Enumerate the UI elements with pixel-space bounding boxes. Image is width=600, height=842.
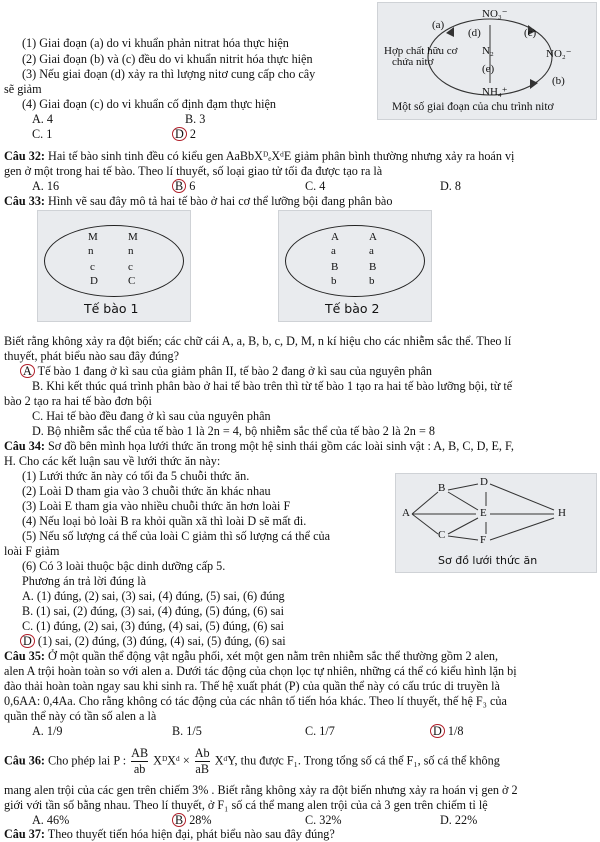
q36-text-1: Cho phép lai P : <box>48 753 127 768</box>
cell-1-figure <box>37 210 191 322</box>
q31-option-a: A. 4 <box>32 112 53 126</box>
cell-2-figure <box>278 210 432 322</box>
organic-compound-label: Hợp chất hữu cơ <box>384 45 458 57</box>
answer-circle: B <box>172 813 186 827</box>
q34-statement-5-cont: loài F giảm <box>4 544 60 558</box>
answer-circle: D <box>430 724 445 738</box>
q34-statement-4: (4) Nếu loại bỏ loài B ra khỏi quần xã thì loài D sẽ mất đi. <box>22 514 307 528</box>
q36-option-b <box>172 813 212 828</box>
q36-fraction-2-den: aB <box>195 762 209 776</box>
q31-statement-2: (2) Giai đoạn (b) và (c) đều do vi khuẩn nitrit hóa thực hiện <box>22 52 313 66</box>
q35-line-3: đào thải hoàn toàn ngay sau khi sinh ra. Thế hệ xuất phát (P) của quần thể này có cấu trúc di truyền là <box>4 679 500 693</box>
q32-option-a: A. 16 <box>32 179 60 193</box>
q33-heading: Câu 33: <box>4 194 45 208</box>
no2-label: NO₂⁻ <box>546 48 572 60</box>
q34-answer-prompt: Phương án trả lời đúng là <box>22 574 147 588</box>
q35-option-c: C. 1/7 <box>305 724 335 738</box>
q33-option-d: D. Bộ nhiễm sắc thể của tế bào 1 là 2n = 4, bộ nhiễm sắc thể của tế bào 2 là 2n = 8 <box>32 424 435 438</box>
nitrogen-cycle-diagram <box>377 2 597 120</box>
food-web-species-c: C <box>438 529 446 541</box>
q31-option-b: B. 3 <box>185 112 206 126</box>
q37-heading: Câu 37: <box>4 827 45 841</box>
cell-2-chromosome-a-lower2: a <box>369 245 374 257</box>
q35-line-2: alen A trội hoàn toàn so với alen a. Dưới tác động của chọn lọc tự nhiên, những cá thể có kiểu hình lặn bị <box>4 664 517 678</box>
cell-1-chromosome-m2: M <box>128 231 138 243</box>
cell-2-chromosome-b-lower: b <box>331 275 337 287</box>
q34-option-d-text: (1) sai, (2) đúng, (3) đúng, (4) sai, (5) đúng, (6) sai <box>37 634 286 648</box>
q33-option-b-2: bào 2 tạo ra hai tế bào đơn bội <box>4 394 152 408</box>
q36-option-d: D. 22% <box>440 813 478 827</box>
food-web-caption: Sơ đồ lưới thức ăn <box>438 554 538 567</box>
answer-circle: D <box>172 127 187 141</box>
q32-option-b <box>172 179 195 194</box>
food-web-species-h: H <box>558 507 566 519</box>
q33-option-a-text: Tế bào 1 đang ở kì sau của giảm phân II, tế bào 2 đang ở kì sau của nguyên phân <box>37 364 432 378</box>
food-web-species-d: D <box>480 476 488 488</box>
q36-fraction-1-den: ab <box>133 762 146 776</box>
q34-heading: Câu 34: <box>4 439 45 453</box>
q31-option-c: C. 1 <box>32 127 53 141</box>
q36-line-3: giới với tần số bằng nhau. Theo lí thuyết, ở F₁ số cá thể mang alen trội của cả 3 gen trên chiếm tỉ lệ <box>4 798 488 812</box>
q37-text: Theo thuyết tiến hóa hiện đại, phát biểu nào sau đây đúng? <box>47 827 335 841</box>
q32-heading: Câu 32: <box>4 149 45 163</box>
q36-cross-x1: XᴰXᵈ × <box>153 753 190 768</box>
nh4-label: NH₄⁺ <box>482 86 508 98</box>
q34-line-2: H. Cho các kết luận sau về lưới thức ăn này: <box>4 454 221 468</box>
cell-1-chromosome-d: D <box>90 275 98 287</box>
q35-text: Ở một quần thể động vật ngẫu phối, xét một gen nằm trên nhiễm sắc thể thường gồm 2 alen, <box>48 649 499 663</box>
answer-circle: D <box>20 634 35 648</box>
stage-d-label: (d) <box>468 27 481 39</box>
cell-2-chromosome-b2: B <box>369 261 377 273</box>
q33-line-1 <box>4 194 392 209</box>
cell-2-chromosome-a2: A <box>369 231 377 243</box>
q35-line-1 <box>4 649 498 664</box>
food-web-species-a: A <box>402 507 410 519</box>
q33-text: Hình vẽ sau đây mô tả hai tế bào ở hai cơ thể lưỡng bội đang phân bào <box>48 194 393 208</box>
cell-1-outline <box>44 225 184 297</box>
q34-line-1 <box>4 439 514 454</box>
q32-option-d: D. 8 <box>440 179 461 193</box>
q34-statement-5: (5) Nếu số lượng cá thể của loài C giảm thì số lượng cá thể của <box>22 529 331 543</box>
q34-statement-2: (2) Loài D tham gia vào 3 chuỗi thức ăn khác nhau <box>22 484 271 498</box>
q35-line-4: 0,6AA: 0,4Aa. Cho rằng không có tác động của các nhân tố tiến hóa khác. Theo lí thuyết, thế hệ F₃ của <box>4 694 507 708</box>
q32-line-2: gen ở một trong hai tế bào. Theo lí thuyết, số loại giao tử tối đa được tạo ra là <box>4 164 383 178</box>
answer-circle: B <box>172 179 186 193</box>
cell-2-caption: Tế bào 2 <box>325 301 380 316</box>
cell-1-chromosome-n: n <box>88 245 94 257</box>
q35-line-5: quần thể này có tần số alen a là <box>4 709 157 723</box>
q36-fraction-2-num: Ab <box>194 746 210 760</box>
q36-text-2: XᵈY, thu được F₁. Trong tổng số cá thể F₁, số cá thể không <box>214 753 500 768</box>
q32-option-c: C. 4 <box>305 179 326 193</box>
q34-option-b: B. (1) sai, (2) đúng, (3) sai, (4) đúng, (5) đúng, (6) sai <box>22 604 284 618</box>
cell-2-chromosome-b-lower2: b <box>369 275 375 287</box>
q36-fraction-1-num: AB <box>131 746 149 760</box>
q35-option-d-value: 1/8 <box>447 724 464 738</box>
q31-statement-1: (1) Giai đoạn (a) do vi khuẩn phản nitrat hóa thực hiện <box>22 36 289 50</box>
q36-option-b-value: 28% <box>189 813 212 827</box>
cell-1-caption: Tế bào 1 <box>84 301 139 316</box>
q34-statement-6: (6) Có 3 loài thuộc bậc dinh dưỡng cấp 5. <box>22 559 226 573</box>
q32-text-2: giảm phân bình thường nhưng xảy ra hoán vị <box>294 149 515 163</box>
food-web-species-f: F <box>480 534 487 546</box>
q35-option-b: B. 1/5 <box>172 724 202 738</box>
stage-c-label: (c) <box>524 27 537 39</box>
food-web-species-b: B <box>438 482 446 494</box>
q33-option-c: C. Hai tế bào đều đang ở kì sau của nguyên phân <box>32 409 271 423</box>
cell-2-chromosome-a-lower: a <box>331 245 336 257</box>
q37-line-1 <box>4 827 335 842</box>
q32-text-1: Hai tế bào sinh tinh đều có kiểu gen <box>48 149 224 163</box>
q36-line-2: mang alen trội của các gen trên chiếm 3% . Biết rằng không xảy ra đột biến nhưng xảy ra hoán vị gen ở 2 <box>4 783 518 797</box>
q33-option-b-1: B. Khi kết thúc quá trình phân bào ở hai tế bào trên thì từ tế bào 1 tạo ra hai tế bào lưỡng bội, từ tế <box>32 379 513 393</box>
q34-statement-3: (3) Loài E tham gia vào nhiều chuỗi thức ăn hơn loài F <box>22 499 291 513</box>
cell-2-chromosome-a: A <box>331 231 339 243</box>
q36-line-1 <box>4 746 500 777</box>
answer-circle: A <box>20 364 35 378</box>
cell-1-chromosome-m: M <box>88 231 98 243</box>
q36-fraction-2 <box>195 746 210 777</box>
cell-1-chromosome-n2: n <box>128 245 134 257</box>
q31-option-d-value: 2 <box>189 127 196 141</box>
q36-option-c: C. 32% <box>305 813 342 827</box>
q33-paragraph-1: Biết rằng không xảy ra đột biến; các chữ cái A, a, B, b, c, D, M, n kí hiệu cho các nhiễm sắc thể. Theo lí <box>4 334 512 348</box>
q32-option-b-value: 6 <box>189 179 196 193</box>
cell-2-chromosome-b: B <box>331 261 339 273</box>
q31-option-d <box>172 127 196 142</box>
q31-statement-3-cont: sẽ giảm <box>4 82 42 96</box>
cell-1-chromosome-c: c <box>90 261 95 273</box>
q32-line-1 <box>4 149 514 164</box>
q36-option-a: A. 46% <box>32 813 70 827</box>
q35-option-d <box>430 724 463 739</box>
cell-1-chromosome-c3: C <box>128 275 136 287</box>
q35-option-a: A. 1/9 <box>32 724 63 738</box>
q34-statement-1: (1) Lưới thức ăn này có tối đa 5 chuỗi thức ăn. <box>22 469 250 483</box>
q36-fraction-1 <box>131 746 148 777</box>
q31-statement-4: (4) Giai đoạn (c) do vi khuẩn cố định đạm thực hiện <box>22 97 277 111</box>
q31-statement-3: (3) Nếu giai đoạn (d) xảy ra thì lượng nitơ cung cấp cho cây <box>22 67 316 81</box>
q34-option-d <box>20 634 286 649</box>
q33-option-a <box>20 364 432 379</box>
no3-label: NO₃⁻ <box>482 8 508 20</box>
cell-1-chromosome-c2: c <box>128 261 133 273</box>
food-web-diagram <box>395 473 597 573</box>
stage-b-label: (b) <box>552 75 565 87</box>
organic-compound-label-2: chứa nitơ <box>392 56 434 68</box>
stage-a-label: (a) <box>432 19 445 31</box>
q34-text: Sơ đồ bên mình họa lưới thức ăn trong một hệ sinh thái gồm các loài sinh vật : A, B, C, D, E, F, <box>48 439 514 453</box>
q35-heading: Câu 35: <box>4 649 45 663</box>
stage-e-label: (e) <box>482 63 495 75</box>
q33-paragraph-2: thuyết, phát biểu nào sau đây đúng? <box>4 349 179 363</box>
q32-genotype: AaBbXᴰₑXᵈE <box>225 149 292 163</box>
n2-label: N₂ <box>482 45 494 57</box>
food-web-species-e: E <box>480 507 487 519</box>
q34-option-a: A. (1) đúng, (2) sai, (3) sai, (4) đúng, (5) sai, (6) đúng <box>22 589 285 603</box>
diagram-caption: Một số giai đoạn của chu trình nitơ <box>392 101 554 113</box>
q34-option-c: C. (1) đúng, (2) sai, (3) đúng, (4) sai, (5) đúng, (6) sai <box>22 619 284 633</box>
cell-2-outline <box>285 225 425 297</box>
q36-heading: Câu 36: <box>4 753 45 768</box>
